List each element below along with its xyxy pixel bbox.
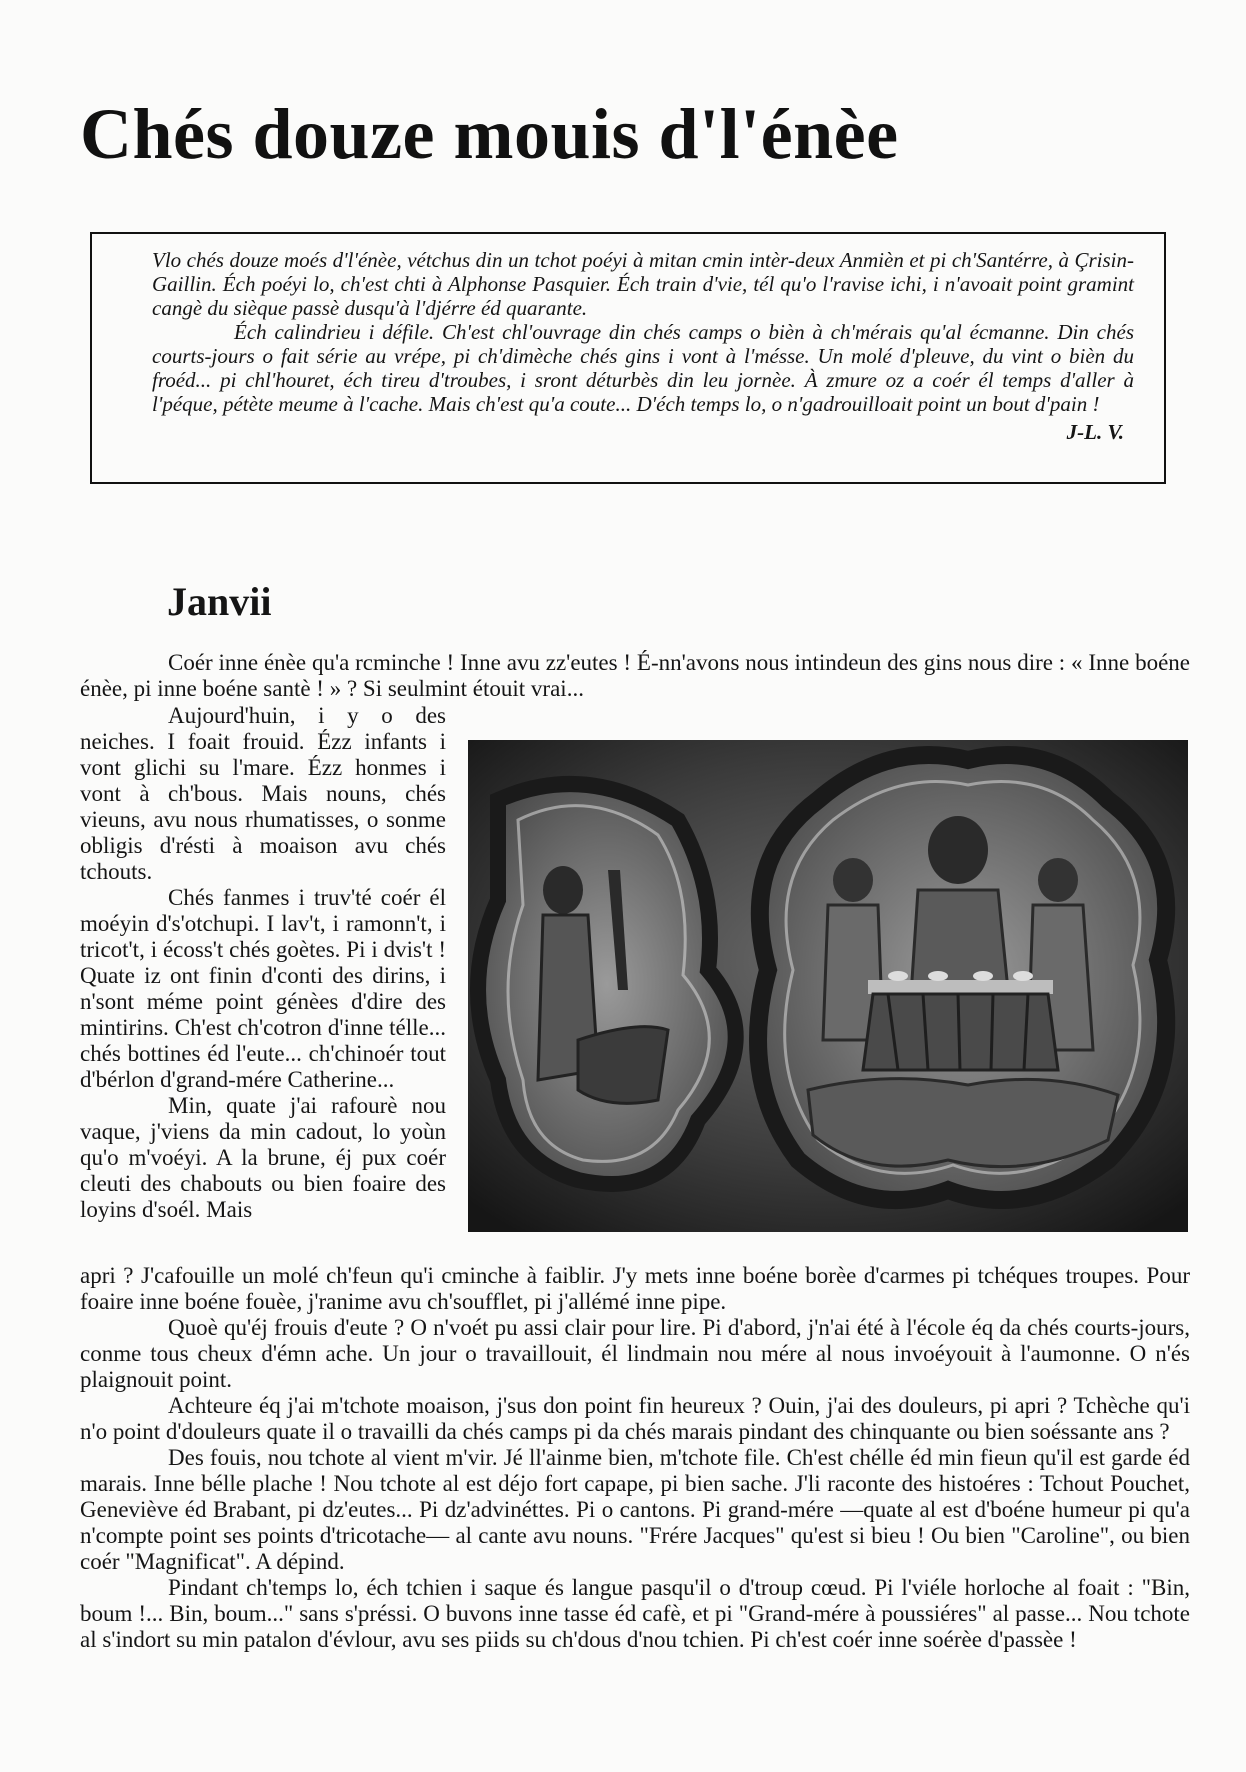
body-text-left-column: [80, 703, 446, 1223]
paragraph: apri ? J'cafouille un molé ch'feun qu'i cminche à faiblir. J'y mets inne boéne borèe d'carmes pi tchéques troupes. Pour foaire inne boéne fouèe, j'ranime avu ch'soufflet, pi j'allémé inne pipe.: [80, 1263, 1190, 1314]
paragraph: Pindant ch'temps lo, éch tchien i saque és langue pasqu'il o d'troup cœud. Pi l'viéle horloche al foait : "Bin, boum !... Bin, boum..." sans s'préssi. O buvons inne tasse éd cafè, et pi "Grand-mére à poussiéres" al passe... Nou tchote al s'indort su min patalon d'évlour, avu ses piids su ch'dous d'nou tchien. Pi ch'est coér inne soérèe d'passèe !: [80, 1575, 1190, 1652]
paragraph: Des fouis, nou tchote al vient m'vir. Jé ll'ainme bien, m'tchote file. Ch'est chélle éd min fieun qu'il est garde éd marais. Inne bélle plache ! Nou tchote al est déjo fort capape, pi bien sache. J'li raconte des histoéres : Tchout Pouchet, Geneviève éd Brabant, pi dz'eutes... Pi dz'advinéttes. Pi o cantons. Pi grand-mére —quate al est d'boéne humeur pi qu'a n'compte point ses points d'tricotache— al cante avu nouns. "Frére Jacques" qu'est si bieu ! Ou bien "Caroline", ou bien coér "Magnificat". A dépind.: [80, 1445, 1190, 1574]
page-title: Chés douze mouis d'l'énèe: [80, 94, 899, 174]
intro-box: [90, 232, 1166, 484]
paragraph: Min, quate j'ai rafourè nou vaque, j'viens da min cadout, lo yoùn qu'o m'voéyi. A la brune, éj pux coér cleuti des chabouts ou bien foaire des loyins d'soél. Mais: [80, 1093, 446, 1222]
body-text-top: [80, 650, 1190, 702]
carved-stone-relief-image: [468, 740, 1188, 1232]
paragraph: Chés fanmes i truv'té coér él moéyin d's'otchupi. I lav't, i ramonn't, i tricot't, i écoss't chés goètes. Pi i dvis't ! Quate iz ont finin d'conti des dirins, i n'sont méme point génèes d'dire des mintirins. Ch'est ch'cotron d'inne télle... chés bottines éd l'eute... ch'chinoér tout d'bérlon d'grand-mére Catherine...: [80, 885, 446, 1092]
paragraph: Coér inne énèe qu'a rcminche ! Inne avu zz'eutes ! É-nn'avons nous intindeun des gins nous dire : « Inne boéne énèe, pi inne boéne santè ! » ? Si seulmint étouit vrai...: [80, 650, 1190, 701]
intro-paragraph: Éch calindrieu i défile. Ch'est chl'ouvrage din chés camps o bièn à ch'mérais qu'al écmanne. Din chés courts-jours o fait série au vrépe, pi ch'dimèche chés gins i vont à l'mésse. Un molé d'pleuve, du vint o bièn du froéd... pi chl'houret, éch tireu d'troubes, i sront déturbès din leu jornèe. À zmure oz a coér él temps d'aller à l'péque, pétète meume à l'cache. Mais ch'est qu'a coute... D'éch temps lo, o n'gadrouilloait point un bout d'pain !: [152, 320, 1134, 416]
author-signature: J-L. V.: [1066, 420, 1124, 444]
body-text-bottom: [80, 1263, 1190, 1653]
paragraph: Achteure éq j'ai m'tchote moaison, j'sus don point fin heureux ? Ouin, j'ai des douleurs, pi apri ? Tchèche qu'i n'o point d'douleurs quate il o travailli da chés camps pi da chés marais pindant des chinquante ou bien soéssante ans ?: [80, 1393, 1190, 1444]
paragraph: Quoè qu'éj frouis d'eute ? O n'voét pu assi clair pour lire. Pi d'abord, j'n'ai été à l'école éq da chés courts-jours, conme tous cheux d'émn ache. Un jour o travaillouit, él lindmain nou mére al nous invoéyouit à l'aumonne. O n'és plaignouit point.: [80, 1315, 1190, 1392]
relief-illustration: [468, 740, 1188, 1232]
intro-paragraph: Vlo chés douze moés d'l'énèe, vétchus din un tchot poéyi à mitan cmin intèr-deux Anmièn et pi ch'Santérre, à Çrisin-Gaillin. Éch poéyi lo, ch'est chti à Alphonse Pasquier. Éch train d'vie, tél qu'o l'ravise ichi, i n'avoait point gramint cangè du sièque passè dusqu'à l'djérre éd quarante.: [152, 248, 1134, 320]
section-title: Janvii: [167, 579, 272, 624]
paragraph: Aujourd'huin, i y o des neiches. I foait frouid. Ézz infants i vont glichi su l'mare. Ézz honmes i vont à ch'bous. Mais nouns, chés vieuns, avu nous rhumatisses, o sonme obligis d'résti à moaison avu chés tchouts.: [80, 703, 446, 884]
